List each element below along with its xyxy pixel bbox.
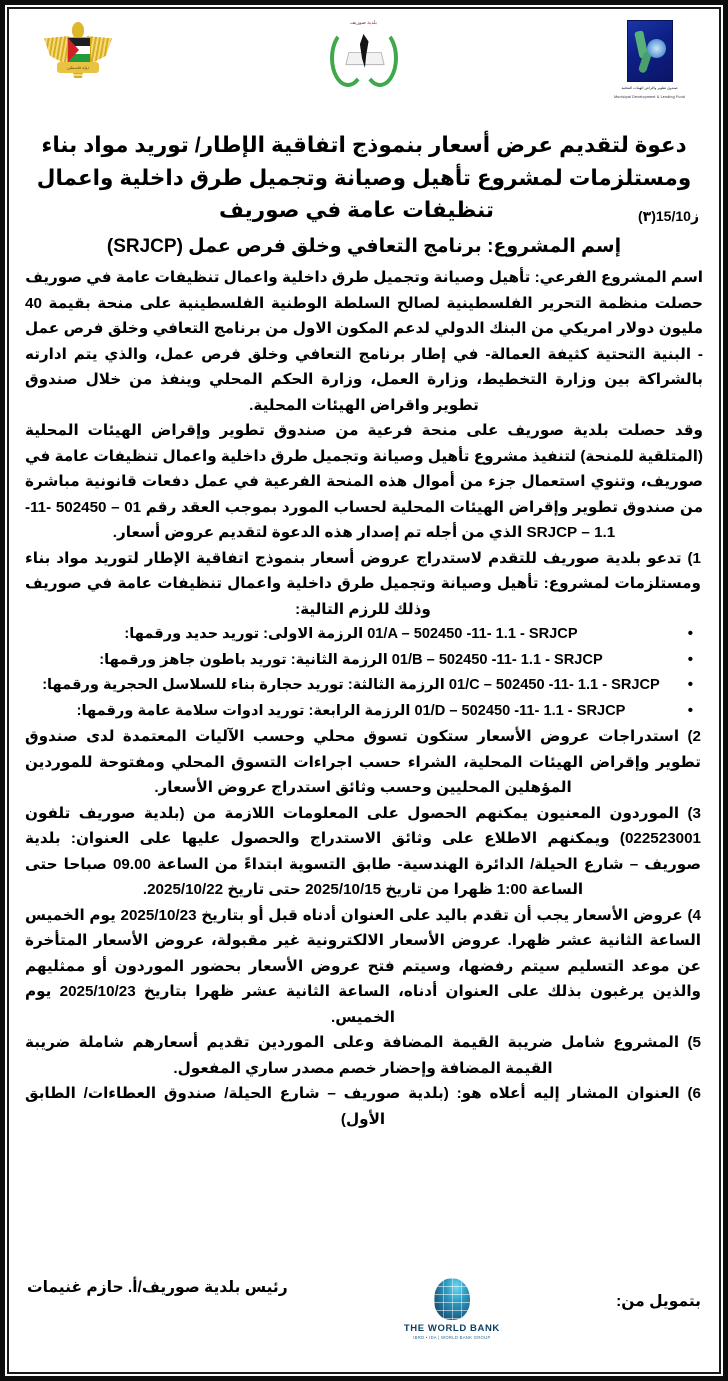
paragraph-subgrant: وقد حصلت بلدية صوريف على منحة فرعية من صندوق تطوير وإقراض الهيئات المحلية (المتلقية للمنحة) لتنفيذ مشروع تأهيل وصيانة وتجميل طرق داخلية واعمال تنظيفات عامة في صوريف، وتنوي استعمال جزء من أموال هذه المنحة الفرعية في عمل دفعات قانونية مباشرة من صندوق تطوير وإقراض الهيئات المحلية لحساب المورد بموجب العقد رقم 01 – 502450 -11- 1.1 – SRJCP الذي من أجله تم إصدار هذه الدعوة لتقديم عروض أسعار. [25, 422, 703, 541]
package-code-4: 01/D – 502450 -11- 1.1 - SRJCP [414, 702, 626, 719]
title-line-3: تنظيفات عامة في صوريف [219, 198, 494, 222]
clause-1: 1) تدعو بلدية صوريف للتقدم لاستدراج عروض أسعار بنموذج اتفاقية الإطار لتوريد مواد بناء ومستلزمات لمشروع: تأهيل وصيانة وتجميل طرق داخلية واعمال تنظيفات عامة في صوريف وذلك للرزم التالية: [25, 549, 701, 618]
mdlf-logo-cell [614, 20, 685, 100]
package-item-4 [25, 699, 677, 725]
mdlf-logo-icon [627, 20, 673, 82]
world-bank-name: THE WORLD BANK [403, 1323, 500, 1334]
package-code-1: 01/A – 502450 -11- 1.1 - SRJCP [367, 626, 578, 642]
surif-municipality-logo-cell [327, 20, 401, 88]
palestine-emblem-cell [43, 20, 113, 84]
clause-2: 2) استدراجات عروض الأسعار ستكون تسوق محلي وحسب الآليات المعتمدة لدى صندوق تطوير وإقراض الهيئات المحلية، الشراء حسب اجراءات التسوق المحلي ومفتوحة للموردين المؤهلين المحليين وحسب وثائق استدراج عروض الأسعار. [25, 728, 701, 796]
project-subtitle: اسم المشروع الفرعي: تأهيل وصيانة وتجميل طرق داخلية واعمال تنظيفات عامة في صوريف [25, 269, 703, 286]
clause-3: 3) الموردون المعنيون يمكنهم الحصول على المعلومات اللازمة من (بلدية صوريف تلفون 022523001) ويمكنهم الاطلاع على وثائق الاستدراج والحصول عليها على العنوان: بلدية صوريف – شارع الحيلة/ الدائرة الهندسية- طابق التسوية ابتداءً من الساعة 09.00 صباحا حتى الساعة 1:00 ظهرا من تاريخ 2025/10/15 حتى تاريخ 2025/10/22. [25, 804, 701, 898]
package-list [25, 622, 703, 724]
palestine-state-emblem-icon [43, 20, 113, 84]
package-label-4: الرزمة الرابعة: توريد ادوات سلامة عامة ورقمها: [76, 702, 411, 719]
package-code-3: 01/C – 502450 -11- 1.1 - SRJCP [448, 677, 660, 693]
package-label-2: الرزمة الثانية: توريد باطون جاهز ورقمها: [99, 651, 388, 668]
title-line-3-row [25, 195, 703, 226]
header-logo-strip [19, 15, 709, 127]
world-bank-logo-cell [404, 1274, 500, 1340]
world-bank-globe-icon [434, 1278, 470, 1320]
reference-code: ز15/10(٣) [638, 208, 699, 224]
emblem-scroll-text: دولة فلسطين [57, 62, 99, 73]
page-inner-frame [7, 7, 721, 1374]
mdlf-logo-caption-en: Municipal Development & Lending Fund [614, 95, 685, 99]
mdlf-logo-caption-ar: صندوق تطوير واقراض الهيئات المحلية [621, 86, 678, 90]
project-title: إسم المشروع: برنامج التعافي وخلق فرص عمل (SRJCP) [106, 236, 622, 257]
clause-5: 5) المشروع شامل ضريبة القيمة المضافة وعلى الموردين تقديم أسعارهم شاملة ضريبة القيمة المضافة وإحضار خصم مصدر ساري المفعول. [25, 1034, 701, 1077]
package-item-2 [25, 648, 677, 674]
package-code-2: 01/B – 502450 -11- 1.1 - SRJCP [391, 651, 603, 668]
mayor-signature: رئيس بلدية صوريف/أ. حازم غنيمات [27, 1279, 288, 1296]
paragraph-grant: حصلت منظمة التحرير الفلسطينية لصالح السلطة الوطنية الفلسطينية على منحة بقيمة 40 مليون دولار امريكي من البنك الدولي لدعم المكون الاول من برنامج التعافي وخلق فرص عمل - البنية التحتية كثيفة العمالة- في إطار برنامج التعافي وخلق فرص عمل، والذي يتم ادارته بالشراكة بين وزارة التخطيط، وزارة العمل، وزارة الحكم المحلي وينفذ من خلال صندوق تطوير واقراض الهيئات المحلية. [25, 294, 703, 414]
title-line-1: دعوة لتقديم عرض أسعار بنموذج اتفاقية الإطار/ توريد مواد بناء [41, 133, 687, 157]
clause-4: 4) عروض الأسعار يجب أن تقدم باليد على العنوان أدناه قبل أو بتاريخ 2025/10/23 يوم الخميس الساعة الثانية عشر ظهرا. عروض الأسعار الالكترونية غير مقبولة، عروض الأسعار المتأخرة عن موعد التسليم سيتم رفضها، وسيتم فتح عروض الأسعار بحضور الموردون أو ممثليهم والذين يرغبون بذلك على العنوان أدناه، الساعة الثانية عشر ظهرا بتاريخ 2025/10/23 يوم الخميس. [25, 906, 701, 1026]
document-body [19, 265, 709, 1264]
title-line-2: ومستلزمات لمشروع تأهيل وصيانة وتجميل طرق داخلية واعمال [36, 166, 692, 190]
document-footer [19, 1264, 709, 1368]
package-item-1 [25, 622, 677, 648]
wreath-top-script: بلدية صوريف [350, 20, 377, 26]
package-label-3: الرزمة الثالثة: توريد حجارة بناء للسلاسل الحجرية ورقمها: [42, 677, 445, 693]
package-label-1: الرزمة الاولى: توريد حديد ورقمها: [124, 626, 364, 642]
surif-municipality-logo-icon [327, 20, 401, 88]
page-title [19, 127, 709, 226]
funder-label: بتمويل من: [616, 1293, 701, 1310]
world-bank-subtitle: IBRD • IDA | WORLD BANK GROUP [413, 1335, 491, 1340]
clause-6: 6) العنوان المشار إليه أعلاه هو: (بلدية صوريف – شارع الحيلة/ صندوق العطاءات/ الطابق الأول) [25, 1085, 701, 1128]
package-item-3 [25, 673, 677, 699]
